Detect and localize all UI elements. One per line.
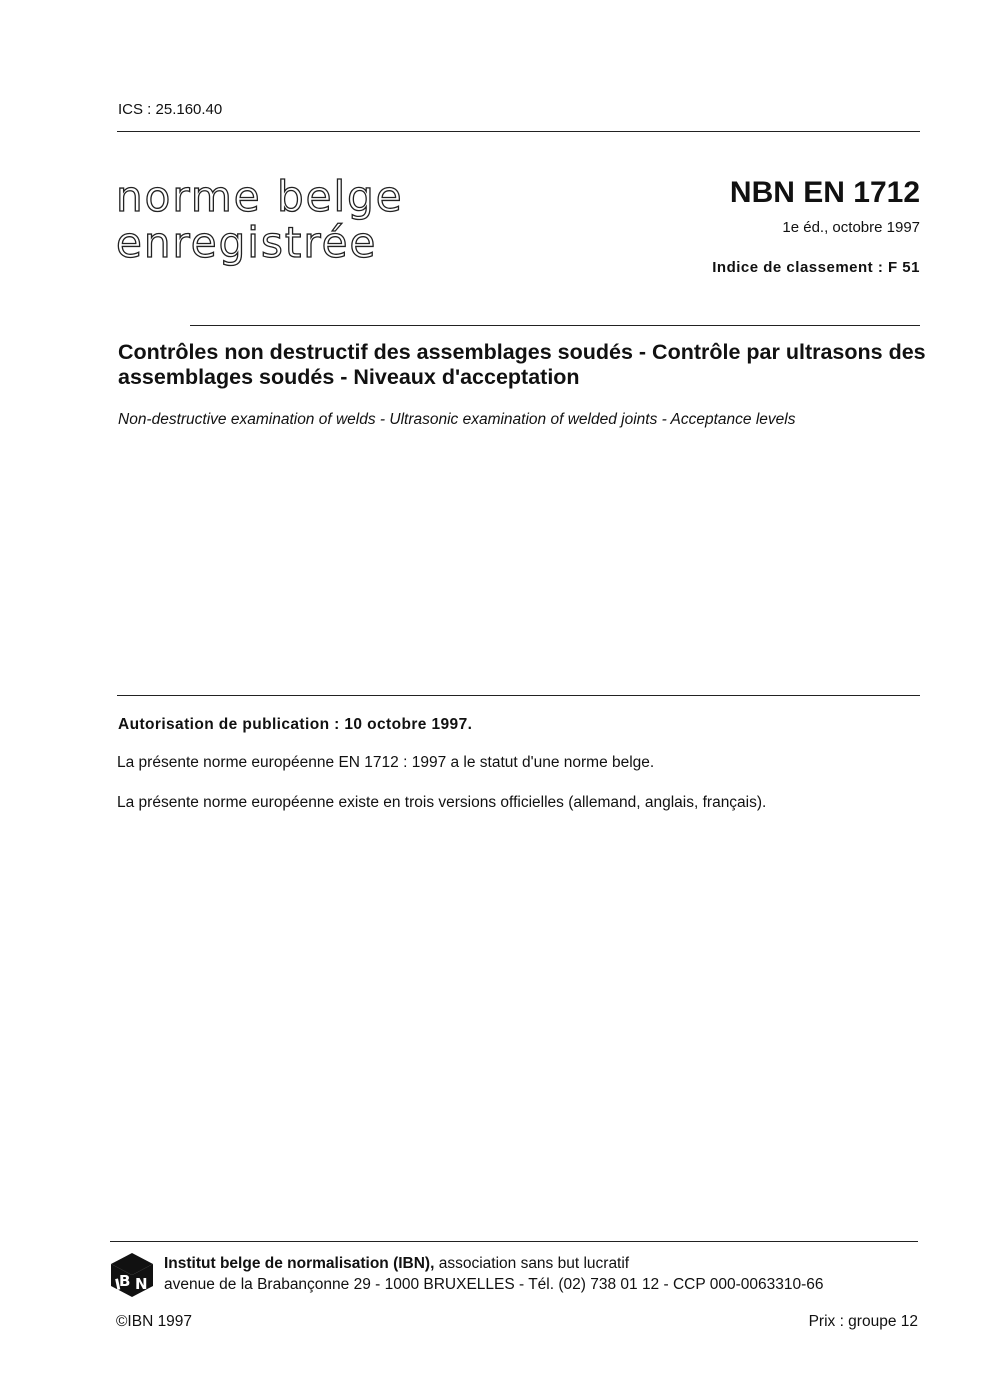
svg-text:N: N — [135, 1275, 148, 1293]
ics-code: ICS : 25.160.40 — [118, 101, 223, 118]
classification-index: Indice de classement : F 51 — [712, 259, 920, 276]
standard-number: NBN EN 1712 — [729, 176, 920, 209]
publication-authorization: Autorisation de publication : 10 octobre 1997. — [118, 716, 473, 733]
middle-divider — [117, 695, 920, 696]
status-statement: La présente norme européenne EN 1712 : 1997 a le statut d'une norme belge. — [117, 754, 655, 771]
norm-label-line1: norme belge — [116, 172, 404, 221]
institute-address: avenue de la Brabançonne 29 - 1000 BRUXELLES - Tél. (02) 738 01 12 - CCP 000-0063310-66 — [164, 1276, 824, 1293]
versions-statement: La présente norme européenne existe en trois versions officielles (allemand, anglais, français). — [117, 794, 767, 811]
price-group: Prix : groupe 12 — [808, 1313, 918, 1330]
top-divider — [117, 131, 920, 132]
svg-text:B: B — [119, 1272, 131, 1290]
ibn-logo-icon — [110, 1252, 154, 1298]
footer-divider — [110, 1241, 918, 1242]
title-divider — [190, 325, 920, 326]
institute-type: association sans but lucratif — [434, 1255, 630, 1272]
edition-date: 1e éd., octobre 1997 — [782, 219, 920, 236]
copyright: ©IBN 1997 — [116, 1313, 193, 1330]
french-title: Contrôles non destructif des assemblages soudés - Contrôle par ultrasons des assemblages soudés - Niveaux d'acceptation — [118, 340, 926, 389]
institute-line — [164, 1255, 629, 1273]
english-title: Non-destructive examination of welds - Ultrasonic examination of welded joints - Acceptance levels — [118, 411, 796, 428]
svg-text:I: I — [113, 1275, 123, 1295]
institute-name: Institut belge de normalisation (IBN), — [164, 1255, 435, 1272]
norm-label-line2: enregistrée — [116, 218, 378, 267]
